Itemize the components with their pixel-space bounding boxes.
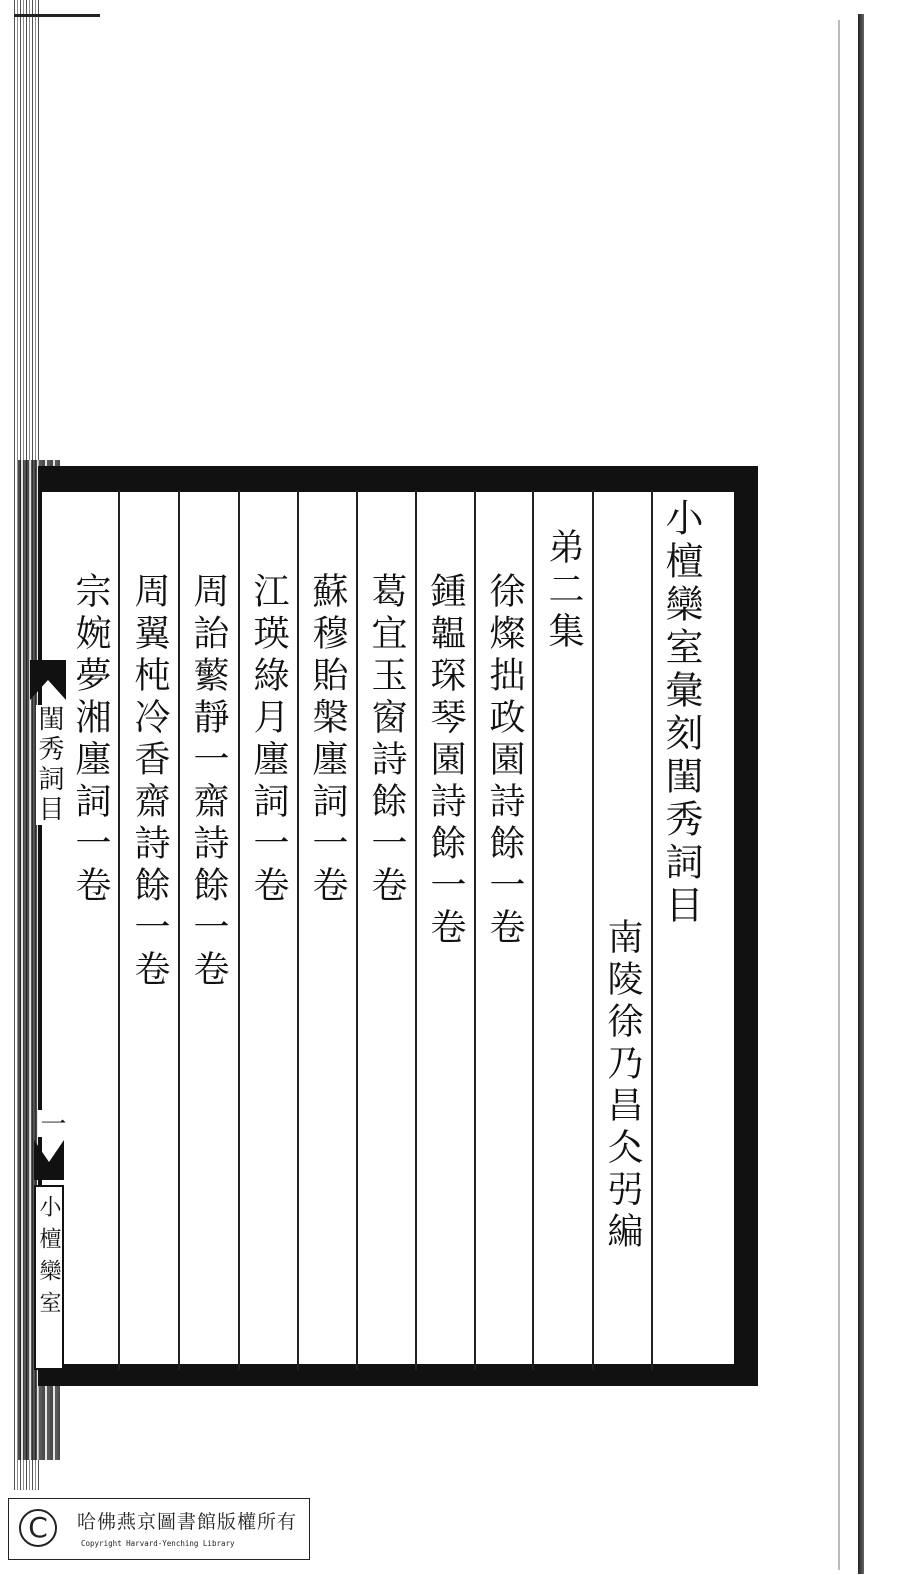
column-rule [592, 490, 594, 1370]
fold-studio-name: 小檀欒室 [36, 1195, 61, 1323]
compiler-credit: 南陵徐乃昌仌弜編 [602, 918, 643, 1254]
page-right-edge [858, 14, 864, 1574]
column-rule [178, 490, 180, 1370]
copyright-icon: C [19, 1509, 57, 1547]
column-rule [118, 490, 120, 1370]
fold-page-number: 一 [36, 1110, 66, 1137]
catalog-entry: 蘇穆貽槃廛詞一卷 [307, 572, 348, 908]
column-rule [532, 490, 534, 1370]
catalog-entry: 江瑛綠月廛詞一卷 [248, 572, 289, 908]
fish-tail-ornament-icon [34, 1140, 64, 1180]
catalog-entry: 徐燦拙政園詩餘一卷 [484, 572, 525, 950]
copyright-chinese: 哈佛燕京圖書館版權所有 [77, 1511, 298, 1533]
fold-title: 閨秀詞目 [34, 705, 64, 825]
catalog-entry: 宗婉夢湘廛詞一卷 [70, 572, 111, 908]
copyright-stamp [8, 1498, 310, 1560]
catalog-entry: 鍾韞琛琴園詩餘一卷 [425, 572, 466, 950]
section-heading: 弟二集 [543, 528, 584, 654]
catalog-entry: 周翼杶冷香齋詩餘一卷 [129, 572, 170, 992]
page-right-margin-line [838, 20, 840, 1570]
column-rule [651, 490, 653, 1370]
catalog-entry: 周詒蘩靜一齋詩餘一卷 [188, 572, 229, 992]
page-top-edge [14, 14, 100, 17]
page-title: 小檀欒室彙刻閨秀詞目 [659, 498, 703, 928]
column-rule [238, 490, 240, 1370]
column-rule [297, 490, 299, 1370]
catalog-entry: 葛宜玉窗詩餘一卷 [366, 572, 407, 908]
column-rule [356, 490, 358, 1370]
column-rule [474, 490, 476, 1370]
column-rule [415, 490, 417, 1370]
copyright-english: Copyright Harvard-Yenching Library [81, 1539, 235, 1548]
fish-tail-ornament-icon [30, 660, 66, 700]
